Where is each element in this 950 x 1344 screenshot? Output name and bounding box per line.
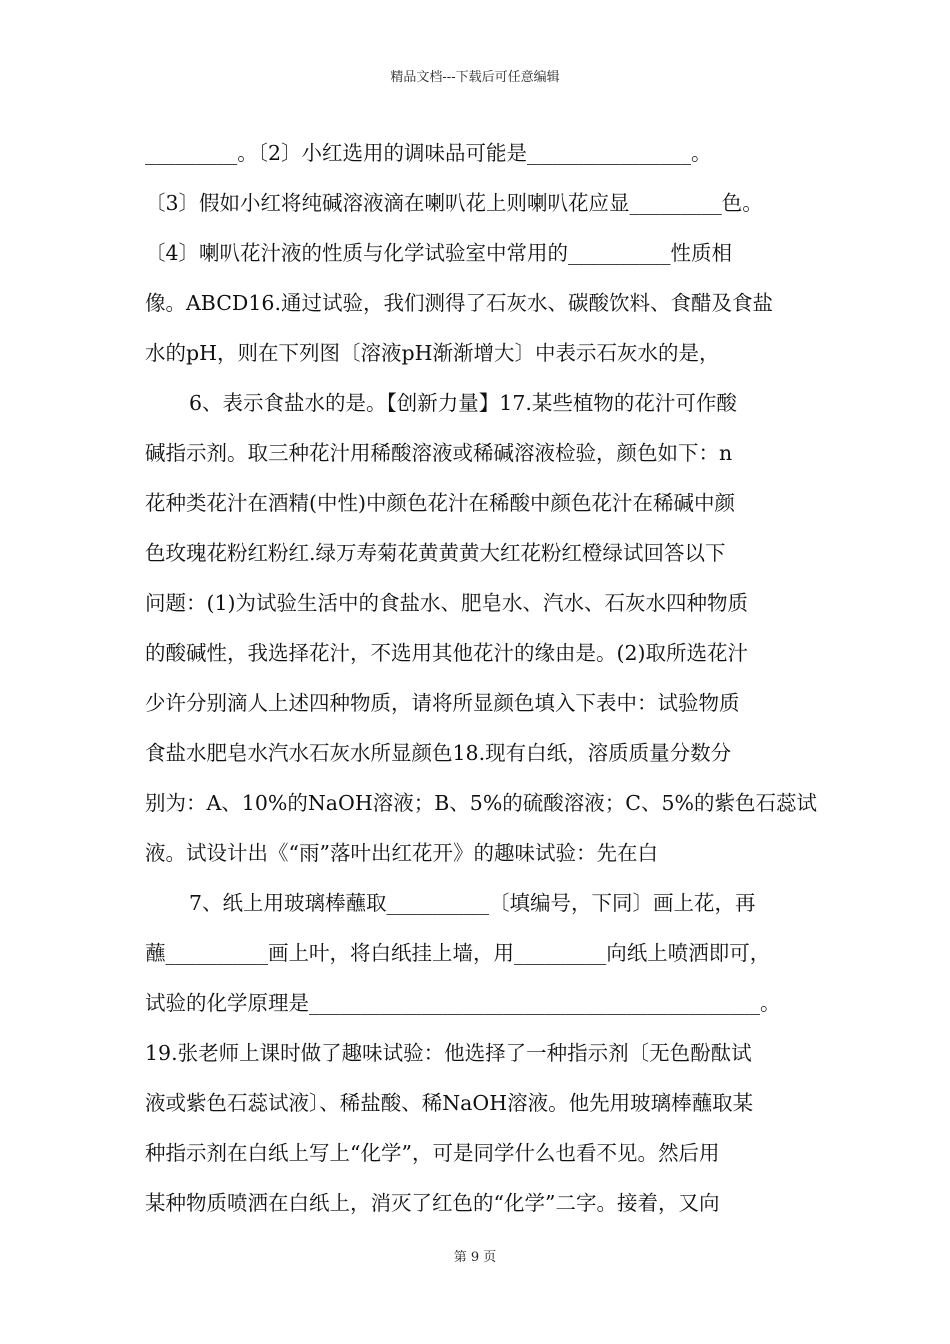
text-line: 液或紫色石蕊试液〕、稀盐酸、稀NaOH溶液。他先用玻璃棒蘸取某 (145, 1091, 754, 1115)
page-number: 第 9 页 (453, 1250, 497, 1265)
text-line: 液。试设计出《“雨”落叶出红花开》的趣味试验：先在白 (145, 841, 658, 865)
text-line: 6、表示食盐水的是。【创新力量】17.某些植物的花汁可作酸 (189, 391, 737, 415)
text-line: 像。ABCD16.通过试验，我们测得了石灰水、碳酸饮料、食醋及食盐 (145, 291, 773, 315)
text-line: 试验的化学原理是____________________________________________。 (145, 991, 781, 1015)
text-line: 别为：A、10%的NaOH溶液；B、5%的硫酸溶液；C、5%的紫色石蕊试 (145, 791, 818, 815)
text-line: 7、纸上用玻璃棒蘸取__________〔填编号，下同〕画上花，再 (189, 891, 756, 915)
text-line: 某种物质喷洒在白纸上，消灭了红色的“化学”二字。接着，又向 (145, 1191, 720, 1215)
text-line: 〔4〕喇叭花汁液的性质与化学试验室中常用的__________性质相 (145, 241, 733, 265)
text-line: 19.张老师上课时做了趣味试验：他选择了一种指示剂〔无色酚酞试 (145, 1041, 752, 1065)
text-line: _________。〔2〕小红选用的调味品可能是________________。 (145, 141, 712, 165)
text-line: 食盐水肥皂水汽水石灰水所显颜色18.现有白纸，溶质质量分数分 (145, 741, 732, 765)
document-body (145, 128, 825, 1228)
text-line: 〔3〕假如小红将纯碱溶液滴在喇叭花上则喇叭花应显_________色。 (145, 191, 763, 215)
text-line: 问题：(1)为试验生活中的食盐水、肥皂水、汽水、石灰水四种物质 (145, 591, 749, 615)
text-line: 碱指示剂。取三种花汁用稀酸溶液或稀碱溶液检验，颜色如下：n (145, 441, 733, 465)
text-line: 蘸__________画上叶，将白纸挂上墙，用_________向纸上喷洒即可， (145, 941, 771, 965)
text-line: 少许分别滴人上述四种物质，请将所显颜色填入下表中：试验物质 (145, 691, 740, 715)
page-header: 精品文档---下载后可任意编辑 (390, 70, 560, 85)
text-line: 的酸碱性，我选择花汁，不选用其他花汁的缘由是。(2)取所选花汁 (145, 641, 749, 665)
text-line: 种指示剂在白纸上写上“化学”，可是同学什么也看不见。然后用 (145, 1141, 720, 1165)
text-line: 色玫瑰花粉红粉红.绿万寿菊花黄黄黄大红花粉红橙绿试回答以下 (145, 541, 726, 565)
text-line: 水的pH，则在下列图〔溶液pH渐渐增大〕中表示石灰水的是， (145, 341, 720, 365)
text-line: 花种类花汁在酒精(中性)中颜色花汁在稀酸中颜色花汁在稀碱中颜 (145, 491, 735, 515)
